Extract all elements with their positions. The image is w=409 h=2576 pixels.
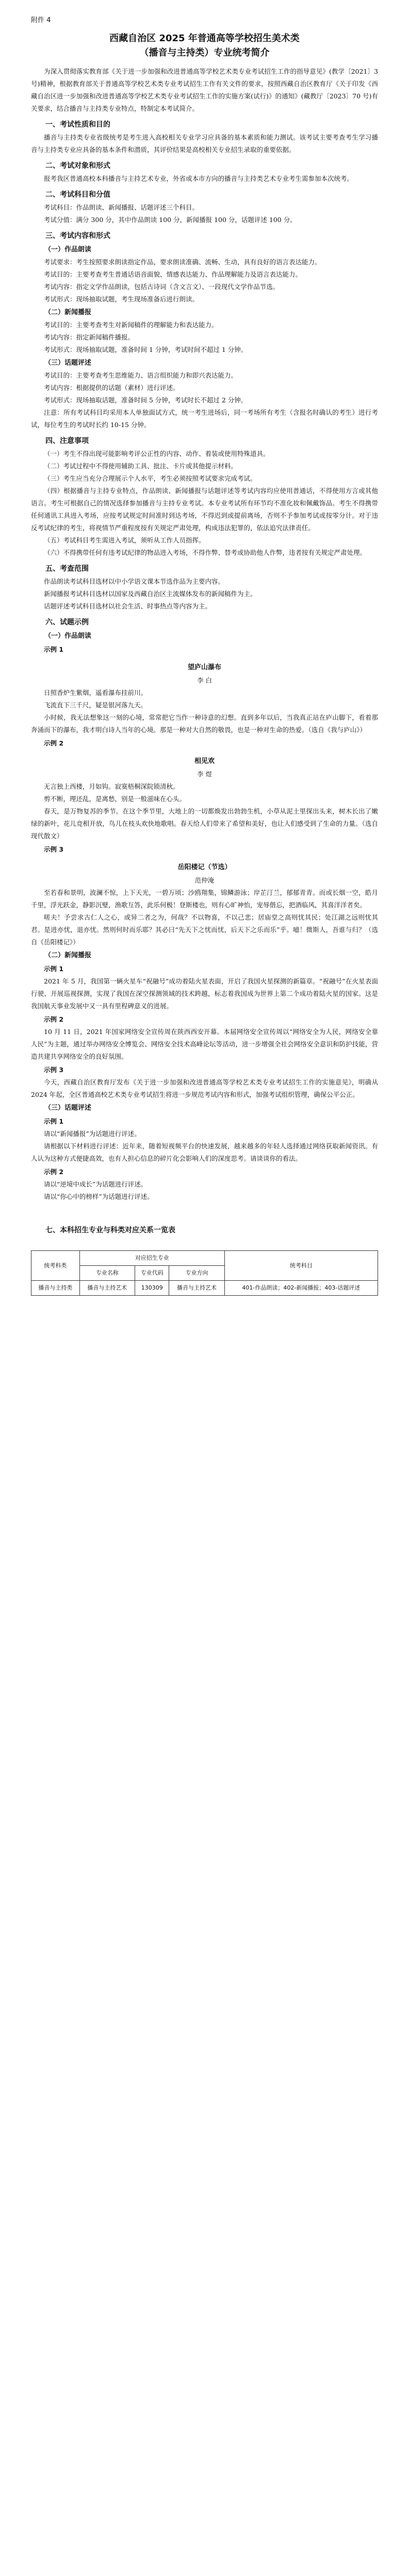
section-heading: 五、考查范围 <box>45 565 89 573</box>
section-heading: 二、考试科目和分值 <box>45 191 110 199</box>
doc-title-line: （播音与主持类）专业统考简介 <box>139 47 270 58</box>
poem-line: 飞流直下三千尺，疑是银河落九天。 <box>44 701 148 709</box>
table-subheader-cell: 专业名称 <box>79 1266 135 1281</box>
example-label: 示例 1 <box>44 646 64 653</box>
subsection-paragraph: 请以“新闻播报”为话题进行评述。 <box>44 1130 141 1138</box>
table-cell: 401-作品朗读；402-新闻播报；403-话题评述 <box>224 1281 378 1296</box>
example-label: 示例 3 <box>44 1066 64 1074</box>
poem-author: 范仲淹 <box>194 876 215 884</box>
document-page <box>31 14 378 1296</box>
poem-author: 李 白 <box>197 676 212 684</box>
example-label: 示例 2 <box>44 1015 64 1023</box>
poem-title: 相见欢 <box>194 757 215 765</box>
example-label: 示例 2 <box>44 739 64 747</box>
table-header-cell: 统考科目 <box>224 1251 378 1281</box>
subsection-paragraph: 考试要求：考生按照要求朗读指定作品，要求朗读准确、流畅、生动，具有良好的语言表达能力。 <box>44 258 321 266</box>
section-paragraph: 考试分值：满分 300 分，其中作品朗读 100 分，新闻播报 100 分，话题评述 100 分。 <box>44 216 297 224</box>
subsection-paragraph: 至若春和景明，波澜不惊，上下天光，一碧万顷；沙鸥翔集，锦鳞游泳；岸芷汀兰，郁郁青青。而或长烟一空，皓月千里，浮光跃金，静影沉璧，渔歌互答，此乐何极！登斯楼也，则有心旷神怡，宠辱偕忘，把酒临风，其喜洋洋者矣。 <box>31 889 378 909</box>
major-table <box>31 1250 378 1296</box>
subsection-paragraph: 请以“你心中的榜样”为话题进行评述。 <box>44 1193 154 1200</box>
subsection-paragraph: 考试内容：指定新闻稿件播报。 <box>44 333 135 341</box>
subsection-paragraph: 考试内容：根据提供的话题（素材）进行评述。 <box>44 384 179 392</box>
subsection-paragraph: 考试形式：现场抽取试题，准备时间 1 分钟，考试时间不超过 1 分钟。 <box>44 346 248 353</box>
section-paragraph: （二）考试过程中不得使用辅助工具、批注、卡片或其他提示材料。 <box>44 462 238 470</box>
subsection-heading: （一）作品朗读 <box>44 246 92 253</box>
subsection-heading: （一）作品朗读 <box>44 632 92 640</box>
section-paragraph: 播音与主持类专业省级统考是考生进入高校相关专业学习应具备的基本素质和能力测试。该考试主要考查考生学习播音与主持类专业应具备的基本条件和潜质，其评价结果是高校相关专业招生录取的重要依据。 <box>31 133 378 154</box>
subsection-paragraph: 小时候，我无法想象这一刻的心境，常常把它当作一种诗意的幻想。直到多年以后，当我真正站在庐山脚下，看着那奔涌而下的瀑布，我才明白诗人当年的心境。那是一种对大自然的敬畏，也是一种对生命的热爱。（选自《我与庐山》） <box>31 714 378 734</box>
section-heading: 二、考试对象和形式 <box>45 162 110 170</box>
section-paragraph: 话题评述考试科目选材以社会生活、时事热点等内容为主。 <box>44 602 212 610</box>
table-header-cell: 统考科类 <box>31 1251 80 1281</box>
subsection-paragraph: 考试目的：主要考查考生对新闻稿件的理解能力和表达能力。 <box>44 321 218 329</box>
subsection-paragraph: 考试内容：指定文学作品朗读，包括古诗词（含文言文）、一段现代文学作品节选。 <box>44 283 280 291</box>
section-paragraph: 考试科目：作品朗读、新闻播报、话题评述三个科目。 <box>44 204 199 211</box>
section-paragraph: （三）考生应当充分合理展示个人水平，考生必须按照考试要求完成考试。 <box>44 474 257 482</box>
table-heading: 七、本科招生专业与科类对应关系一览表 <box>45 1226 175 1234</box>
subsection-paragraph: 今天，西藏自治区教育厅发布《关于进一步加强和改进普通高等学校艺术类专业考试招生工作的实施意见》，明确从 2024 年起，全区普通高校艺术类专业考试招生将进一步规范考试内容和形式，加强考试组织管理，确保公平公正。 <box>31 1078 378 1098</box>
subsection-paragraph: 春天，是万物复苏的季节。在这个季节里，大地上的一切都焕发出勃勃生机，小草从泥土里探出头来，树木长出了嫩绿的新叶，花儿竞相开放，鸟儿在枝头欢快地歌唱。春天给人们带来了希望和美好，也让人们感受到了生命的力量。（选自现代散文） <box>31 807 378 840</box>
subsection-paragraph: 考试目的：主要考查考生普通话语音面貌、情感表达能力、作品理解能力及语言表达能力。 <box>44 270 302 278</box>
section-paragraph: 新闻播报考试科目选材以国家及西藏自治区主流媒体发布的新闻稿件为主。 <box>44 590 257 598</box>
poem-author: 李 煜 <box>197 770 212 778</box>
subsection-paragraph: 注意：所有考试科目均采用本人单独面试方式，统一考生进场后，同一考场所有考生（含报名时确认的考生）进行考试，每位考生的考试时长约 10-15 分钟。 <box>31 409 378 429</box>
subsection-paragraph: 考试形式：现场抽取话题，准备时间 5 分钟，考试时长不超过 2 分钟。 <box>44 396 248 404</box>
table-cell: 播音与主持艺术 <box>79 1281 135 1296</box>
section-heading: 六、试题示例 <box>45 618 89 626</box>
subsection-paragraph: 嗟夫！予尝求古仁人之心，或异二者之为，何哉？不以物喜，不以己悲；居庙堂之高则忧其民；处江湖之远则忧其君。是进亦忧，退亦忧。然则何时而乐耶？其必曰“先天下之忧而忧，后天下之乐而乐”乎。噫！微斯人，吾谁与归？（选自《岳阳楼记》） <box>31 913 378 946</box>
table-subheader-cell: 专业方向 <box>169 1266 224 1281</box>
section-heading: 三、考试内容和形式 <box>45 232 110 240</box>
doc-title-line: 西藏自治区 2025 年普通高等学校招生美术类 <box>109 33 300 44</box>
example-label: 示例 1 <box>44 965 64 973</box>
subsection-paragraph: 考试目的：主要考查考生思维能力、语言组织能力和即兴表达能力。 <box>44 371 238 379</box>
doc-title <box>31 31 378 60</box>
section-paragraph: （四）根据播音与主持专业特点，作品朗读、新闻播报与话题评述等考试内容均应使用普通话，不得使用方言或其他语言。考生可根据自己的情况选择参加播音与主持专业考试。本专业考试所有环节均不准化妆和佩戴饰品。考生不得携带任何通讯工具进入考场，应按考试规定时间准时到达考场，不得迟到或提前离场，否则不予参加考试或按零分计。对于违反考试纪律的考生，将视情节严重程度按有关规定严肃处理，构成违法犯罪的，依法追究法律责任。 <box>31 487 378 532</box>
section-paragraph: （一）考生不得出现可能影响考评公正性的内容、动作、着装或使用特殊道具。 <box>44 450 270 457</box>
section-heading: 一、考试性质和目的 <box>45 121 110 129</box>
subsection-paragraph: 考试形式：现场抽取试题，考生现场准备后进行朗读。 <box>44 295 199 303</box>
table-header-cell: 对应招生专业 <box>79 1251 224 1266</box>
subsection-paragraph: 请根据以下材料进行评述：近年来，随着短视频平台的快速发展，越来越多的年轻人选择通过网络获取新闻资讯。有人认为这种方式便捷高效，也有人担心信息的碎片化会影响人们的深度思考。请谈谈你的看法。 <box>31 1142 378 1162</box>
attachment-label: 附件 4 <box>31 16 51 24</box>
subsection-paragraph: 10 月 11 日，2021 年国家网络安全宣传周在陕西西安开幕。本届网络安全宣传周以“网络安全为人民，网络安全靠人民”为主题，通过举办网络安全博览会、网络安全技术高峰论坛等活动，进一步增强全社会网络安全意识和防护技能，营造共建共享网络安全的良好氛围。 <box>31 1028 378 1060</box>
poem-line: 无言独上西楼，月如钩。寂寞梧桐深院锁清秋。 <box>44 783 179 790</box>
section-heading: 四、注意事项 <box>45 437 89 445</box>
example-label: 示例 1 <box>44 1117 64 1125</box>
poem-title: 望庐山瀑布 <box>187 664 221 671</box>
example-label: 示例 2 <box>44 1168 64 1176</box>
intro-paragraph: 为深入贯彻落实教育部《关于进一步加强和改进普通高等学校艺术类专业考试招生工作的指导意见》(教学〔2021〕3 号)精神，根据教育部关于普通高等学校艺术类专业考试招生工作有关文件的要求，按照西藏自治区教育厅《关于印发《西藏自治区进一步加强和改进普通高等学校艺术类专业考试招生工作的实施方案(试行)》的通知》(藏教厅〔2023〕70 号)有关要求，结合播音与主持类专业特点，特制定本考试简介。 <box>31 67 378 112</box>
poem-line: 日照香炉生紫烟，遥看瀑布挂前川。 <box>44 689 148 697</box>
sections-container <box>31 118 378 1203</box>
section-paragraph: （六）不得携带任何有违考试纪律的物品进入考场，不得作弊、替考或协助他人作弊，违者按有关规定严肃处理。 <box>44 549 367 556</box>
section-paragraph: （五）考试科目考生需进入考试，须听从工作人员指挥。 <box>44 536 205 544</box>
subsection-heading: （二）新闻播报 <box>44 952 92 959</box>
subsection-heading: （二）新闻播报 <box>44 309 92 316</box>
poem-title: 岳阳楼记（节选） <box>177 863 232 871</box>
example-label: 示例 3 <box>44 845 64 853</box>
table-cell: 130309 <box>135 1281 169 1296</box>
section-paragraph: 作品朗读考试科目选材以中小学语文课本节选作品为主要内容。 <box>44 578 225 585</box>
subsection-heading: （三）话题评述 <box>44 359 92 367</box>
subsection-paragraph: 2021 年 5 月，我国第一辆火星车“祝融号”成功着陆火星表面，开启了我国火星探测的新篇章。“祝融号”在火星表面行驶、开展巡视探测，实现了我国在深空探测领域的技术跨越，标志着我国成为世界上第二个成功着陆火星的国家。这是我国航天事业发展中又一具有里程碑意义的进展。 <box>31 977 378 1010</box>
poem-line: 剪不断，理还乱，是离愁，别是一般滋味在心头。 <box>44 795 186 803</box>
subsection-heading: （三）话题评述 <box>44 1104 92 1112</box>
section-paragraph: 报考我区普通高校本科播音与主持艺术专业，外省或本市方向的播音与主持类艺术专业考生需参加本次统考。 <box>44 175 354 182</box>
table-cell: 播音与主持艺术 <box>169 1281 224 1296</box>
subsection-paragraph: 请以“逆境中成长”为话题进行评述。 <box>44 1180 148 1188</box>
table-cell: 播音与主持类 <box>31 1281 80 1296</box>
table-subheader-cell: 专业代码 <box>135 1266 169 1281</box>
